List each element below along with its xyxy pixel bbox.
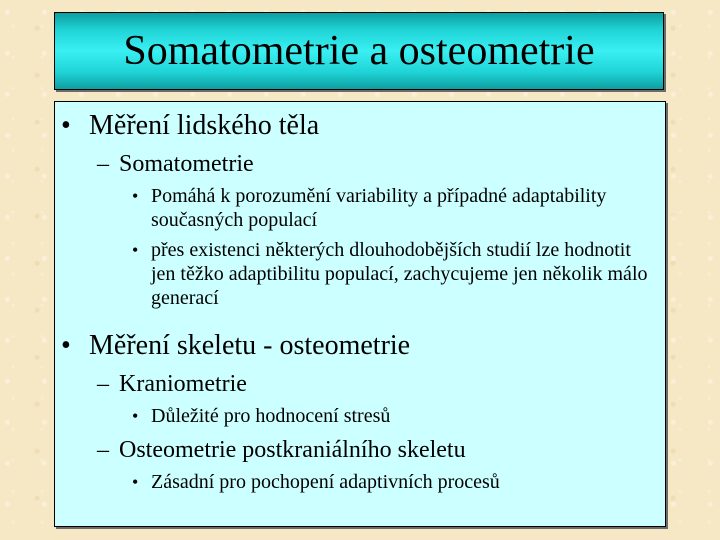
slide-content [54, 101, 666, 527]
bullet-dot-icon: • [61, 330, 71, 361]
point-text: Pomáhá k porozumění variability a případné adaptability současných populací [151, 185, 607, 231]
bullet-mereni-skeletu [55, 330, 651, 362]
subbullet-somatometrie [55, 150, 651, 178]
bullet-dot-icon: • [61, 110, 71, 141]
subbullet-osteometrie-postkranialniho-skeletu [55, 436, 651, 464]
slide-title: Somatometrie a osteometrie [123, 28, 595, 74]
point-stresy [55, 404, 651, 428]
subbullet-text: Kraniometrie [119, 371, 247, 397]
point-adaptivni-procesy [55, 470, 651, 494]
bullet-dot-icon: • [132, 240, 139, 260]
point-variabilita [55, 184, 651, 232]
bullet-mereni-lidskeho-tela [55, 110, 651, 142]
bullet-dot-icon: • [132, 472, 139, 492]
bullet-text: Měření lidského těla [89, 110, 320, 141]
subbullet-kraniometrie [55, 370, 651, 398]
bullet-text: Měření skeletu - osteometrie [89, 330, 411, 361]
subbullet-text: Somatometrie [119, 151, 254, 177]
point-text: Zásadní pro pochopení adaptivních procesů [151, 471, 500, 493]
point-text: přes existenci některých dlouhodobějších studií lze hodnotit jen těžko adaptibilitu populací, zachycujeme jen několik málo generací [151, 239, 648, 309]
point-text: Důležité pro hodnocení stresů [151, 405, 391, 427]
dash-icon: – [97, 371, 109, 397]
bullet-dot-icon: • [132, 186, 139, 206]
subbullet-text: Osteometrie postkraniálního skeletu [119, 437, 466, 463]
point-dlouhodobe-studie [55, 238, 651, 310]
dash-icon: – [97, 437, 109, 463]
dash-icon: – [97, 151, 109, 177]
slide-title-bar [54, 12, 664, 90]
bullet-dot-icon: • [132, 406, 139, 426]
